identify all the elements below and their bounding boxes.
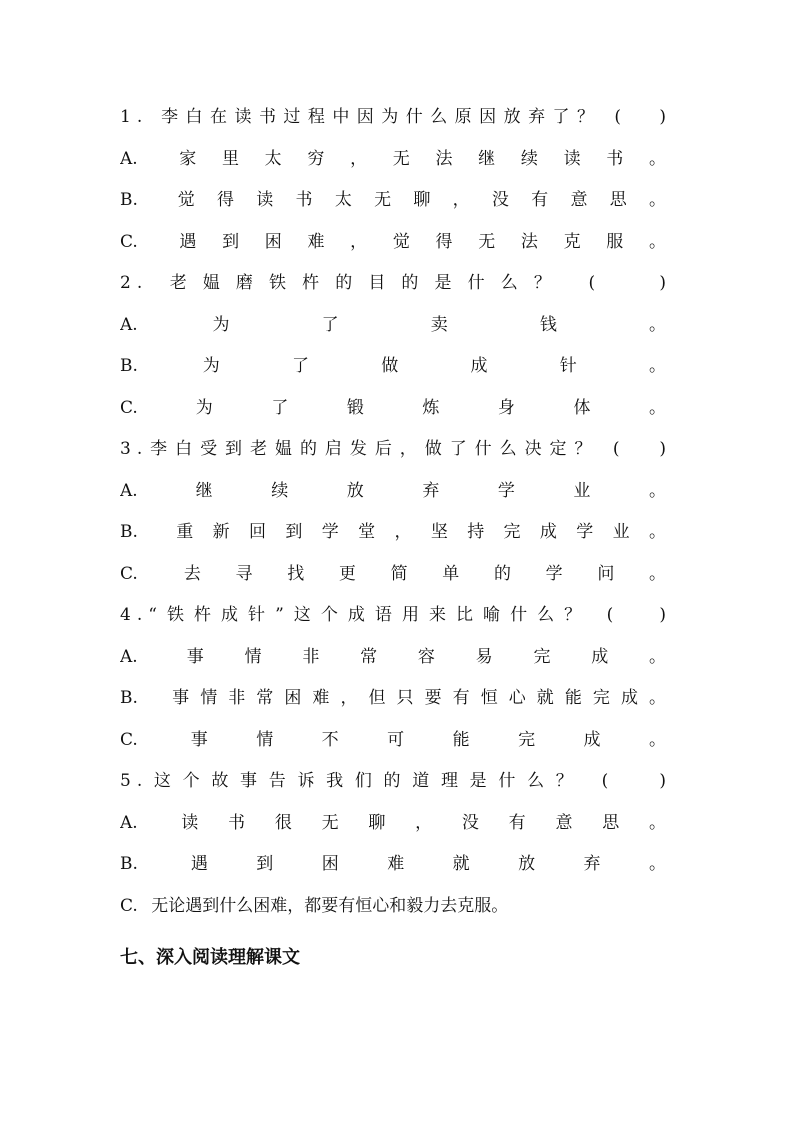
question-text: 2. 老媪磨铁杵的目的是什么？ <box>120 273 567 293</box>
option-label: B. <box>120 688 138 708</box>
option-label: A. <box>120 646 138 667</box>
option-label: B. <box>120 522 138 542</box>
answer-option[interactable] <box>120 554 666 596</box>
option-label: B. <box>120 190 138 210</box>
question-text: 5.这个故事告诉我们的道理是什么？ <box>120 771 585 791</box>
option-text: 遇 到 困 难 ， 觉 得 无 法 克 服 。 <box>179 231 666 252</box>
answer-blank[interactable]: ( ) <box>601 771 666 791</box>
option-text: 为 了 卖 钱 。 <box>212 314 666 335</box>
question-text: 4.“铁杵成针”这个成语用来比喻什么？ <box>120 605 592 625</box>
answer-option[interactable] <box>120 886 666 928</box>
option-text: 去 寻 找 更 简 单 的 学 问 。 <box>183 563 666 584</box>
option-text: 事 情 非 常 困 难 ， 但 只 要 有 恒 心 就 能 完 成 。 <box>172 688 666 708</box>
answer-option[interactable] <box>120 803 666 845</box>
question-text: 1. 李白在读书过程中因为什么原因放弃了？ <box>120 107 602 127</box>
answer-blank[interactable]: ( ) <box>612 439 666 459</box>
question-list <box>120 97 666 927</box>
question-stem <box>120 97 666 139</box>
option-label: A. <box>120 812 138 833</box>
question-stem <box>120 429 666 471</box>
option-text: 事 情 非 常 容 易 完 成 。 <box>186 646 666 667</box>
option-text: 为 了 锻 炼 身 体 。 <box>195 397 666 418</box>
answer-option[interactable] <box>120 180 666 222</box>
answer-blank[interactable]: ( ) <box>606 605 666 625</box>
section-title: 七、深入阅读理解课文 <box>120 947 300 968</box>
answer-option[interactable] <box>120 305 666 347</box>
option-label: C. <box>120 895 138 916</box>
option-label: A. <box>120 480 138 501</box>
answer-option[interactable] <box>120 346 666 388</box>
answer-option[interactable] <box>120 720 666 762</box>
option-label: B. <box>120 854 138 874</box>
question-stem <box>120 263 666 305</box>
answer-blank[interactable]: ( ) <box>588 273 666 293</box>
option-label: C. <box>120 397 138 418</box>
answer-option[interactable] <box>120 222 666 264</box>
answer-option[interactable] <box>120 678 666 720</box>
option-label: A. <box>120 148 138 169</box>
option-text: 觉 得 读 书 太 无 聊 ， 没 有 意 思 。 <box>177 190 666 210</box>
question-stem <box>120 595 666 637</box>
option-text: 为 了 做 成 针 。 <box>202 356 666 376</box>
option-text: 遇 到 困 难 就 放 弃 。 <box>190 854 666 874</box>
option-text: 重 新 回 到 学 堂 ， 坚 持 完 成 学 业 。 <box>176 522 666 542</box>
answer-option[interactable] <box>120 512 666 554</box>
answer-option[interactable] <box>120 637 666 679</box>
answer-option[interactable] <box>120 388 666 430</box>
question-stem <box>120 761 666 803</box>
answer-option[interactable] <box>120 139 666 181</box>
option-text: 继 续 放 弃 学 业 。 <box>195 480 666 501</box>
question-text: 3.李白受到老媪的启发后，做了什么决定？ <box>120 439 600 459</box>
option-label: A. <box>120 314 138 335</box>
option-text: 无论遇到什么困难，都要有恒心和毅力去克服。 <box>151 895 509 916</box>
option-text: 家 里 太 穷 ， 无 法 继 续 读 书 。 <box>179 148 666 169</box>
option-text: 读 书 很 无 聊 ， 没 有 意 思 。 <box>181 812 666 833</box>
option-label: C. <box>120 231 138 252</box>
answer-option[interactable] <box>120 471 666 513</box>
answer-blank[interactable]: ( ) <box>614 107 666 127</box>
option-label: B. <box>120 356 138 376</box>
option-text: 事 情 不 可 能 完 成 。 <box>190 729 666 750</box>
option-label: C. <box>120 729 138 750</box>
answer-option[interactable] <box>120 844 666 886</box>
option-label: C. <box>120 563 138 584</box>
